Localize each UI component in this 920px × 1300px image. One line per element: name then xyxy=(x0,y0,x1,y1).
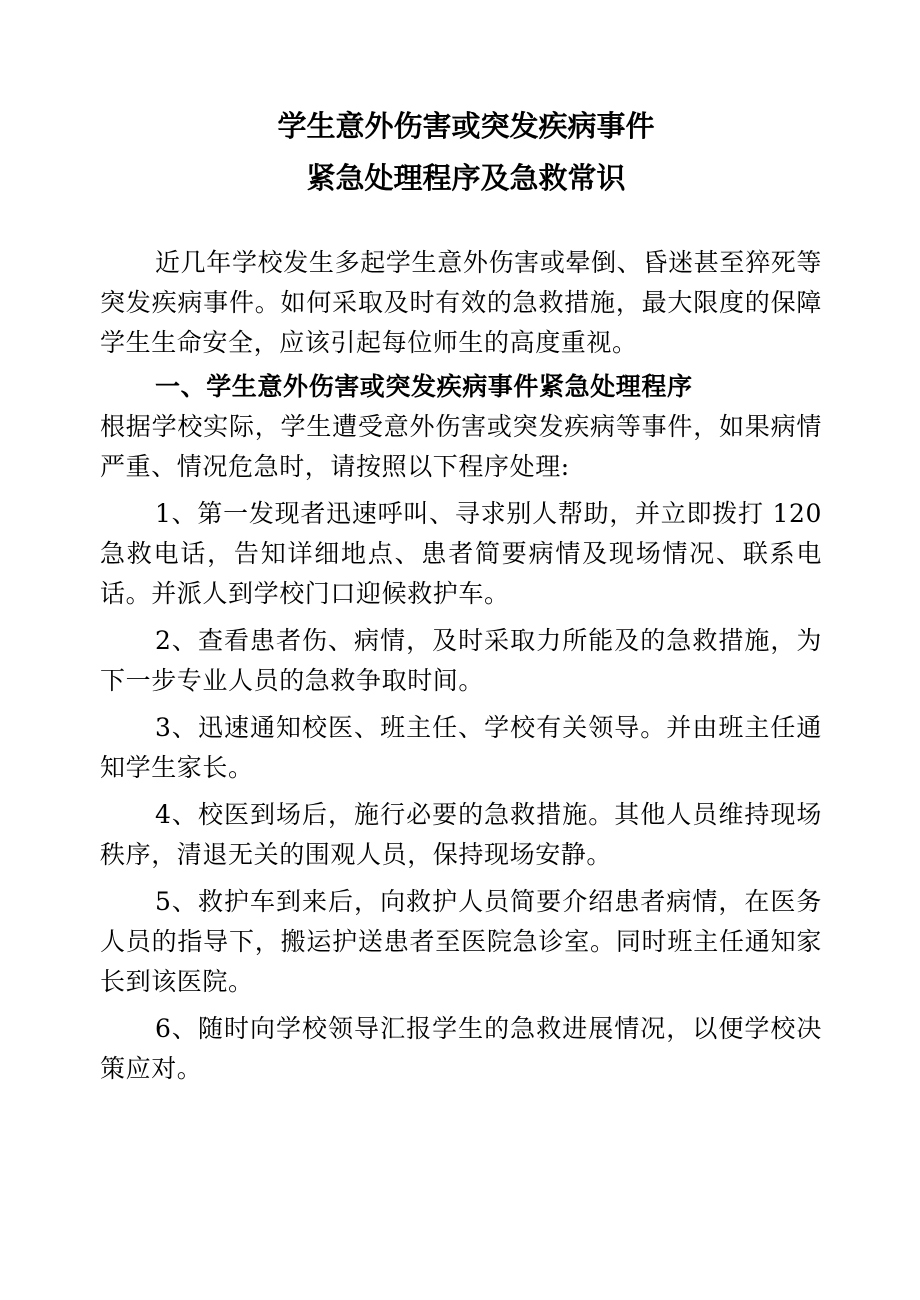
document-page xyxy=(100,100,822,1089)
document-title xyxy=(100,100,822,204)
document-body xyxy=(100,243,822,1089)
step-6-paragraph: 6、随时向学校领导汇报学生的急救进展情况，以便学校决策应对。 xyxy=(100,1014,822,1083)
step-3-paragraph: 3、迅速通知校医、班主任、学校有关领导。并由班主任通知学生家长。 xyxy=(100,713,822,782)
step-1-paragraph: 1、第一发现者迅速呼叫、寻求别人帮助，并立即拨打 120 急救电话，告知详细地点、患者简要病情及现场情况、联系电话。并派人到学校门口迎候救护车。 xyxy=(100,499,822,608)
section-1-heading: 一、学生意外伤害或突发疾病事件紧急处理程序 xyxy=(155,372,693,401)
title-line-1: 学生意外伤害或突发疾病事件 xyxy=(277,109,655,143)
step-5-paragraph: 5、救护车到来后，向救护人员简要介绍患者病情，在医务人员的指导下，搬运护送患者至医院急诊室。同时班主任通知家长到该医院。 xyxy=(100,887,822,996)
step-2-paragraph: 2、查看患者伤、病情，及时采取力所能及的急救措施，为下一步专业人员的急救争取时间。 xyxy=(100,626,822,695)
intro-paragraph: 近几年学校发生多起学生意外伤害或晕倒、昏迷甚至猝死等突发疾病事件。如何采取及时有效的急救措施，最大限度的保障学生生命安全，应该引起每位师生的高度重视。 xyxy=(100,248,822,357)
step-4-paragraph: 4、校医到场后，施行必要的急救措施。其他人员维持现场秩序，清退无关的围观人员，保持现场安静。 xyxy=(100,800,822,869)
section-1-lead-paragraph: 根据学校实际，学生遭受意外伤害或突发疾病等事件，如果病情严重、情况危急时，请按照以下程序处理: xyxy=(100,412,822,481)
title-line-2: 紧急处理程序及急救常识 xyxy=(306,161,626,195)
